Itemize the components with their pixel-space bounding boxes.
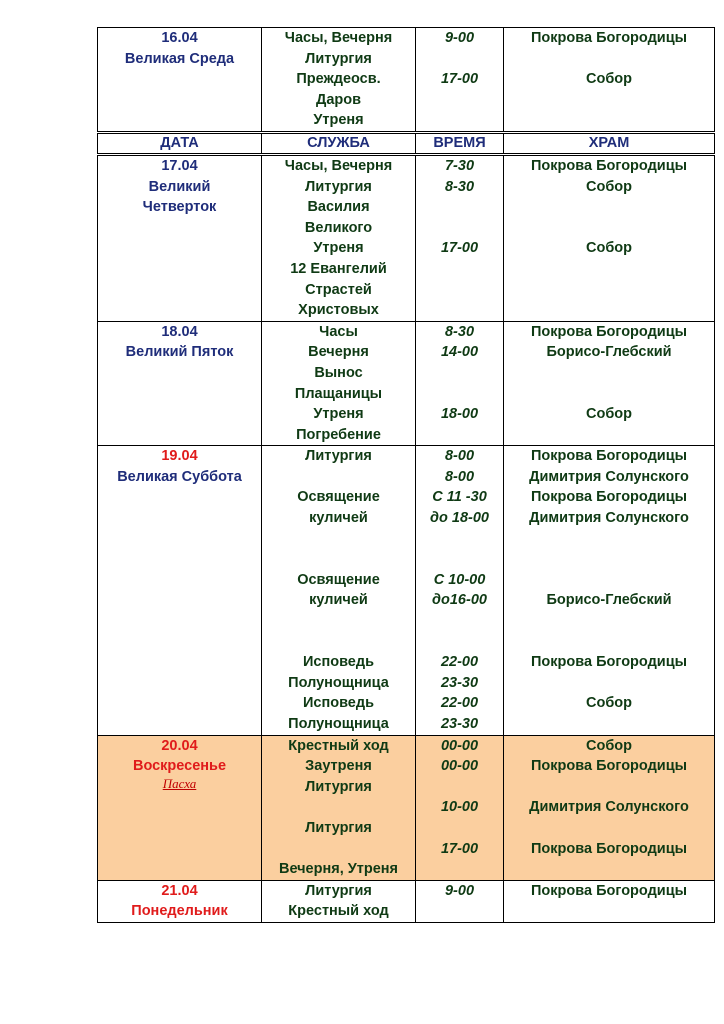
- header-table: [97, 133, 715, 154]
- service-line: Преждеосв.: [296, 71, 381, 88]
- time-line: 23-30: [440, 674, 479, 691]
- service-line: куличей: [309, 510, 368, 527]
- church-line: [504, 90, 714, 111]
- church-line: Покрова Богородицы: [531, 30, 687, 46]
- service-line: Освящение: [297, 489, 380, 506]
- time-line: [416, 218, 503, 239]
- time-line: 23-30: [440, 716, 479, 732]
- service-line: Заутреня: [305, 758, 372, 775]
- time-line: [416, 384, 503, 405]
- service-line: Литургия: [305, 882, 372, 899]
- service-line: [262, 549, 415, 570]
- church-line: [504, 611, 714, 632]
- church-line: [504, 280, 714, 301]
- church-line: Собор: [586, 178, 632, 195]
- day-name: Великий Пяток: [125, 344, 234, 361]
- table-row: [98, 28, 715, 132]
- header-date: ДАТА: [98, 133, 262, 153]
- time-line: [416, 259, 503, 280]
- service-line: Великого: [304, 219, 373, 236]
- header-service: СЛУЖБА: [262, 133, 416, 153]
- church-line: Собор: [586, 71, 632, 88]
- church-line: Димитрия Солунского: [529, 799, 689, 816]
- service-line: Литургия: [305, 178, 372, 195]
- church-line: Покрова Богородицы: [531, 489, 687, 506]
- time-line: [416, 901, 503, 922]
- church-line: [504, 300, 714, 321]
- table-row: [98, 155, 715, 321]
- schedule-table-top: [97, 27, 715, 132]
- church-line: [504, 901, 714, 922]
- time-line: [416, 300, 503, 321]
- church-line: Покрова Богородицы: [531, 882, 687, 899]
- service-line: [262, 529, 415, 550]
- day-name: Воскресенье: [132, 758, 227, 775]
- date: 20.04: [161, 737, 198, 754]
- header-time: ВРЕМЯ: [416, 133, 504, 153]
- church-line: [504, 714, 714, 735]
- church-line: [504, 549, 714, 570]
- time-line: [416, 529, 503, 550]
- time-line: [416, 90, 503, 111]
- church-line: Собор: [586, 406, 632, 423]
- time-line: 22-00: [440, 695, 479, 712]
- date-cell: [98, 735, 262, 880]
- church-line: Борисо-Глебский: [546, 592, 672, 609]
- time-line: 9-00: [444, 882, 475, 899]
- service-cell: [262, 28, 416, 132]
- church-line: Собор: [586, 695, 632, 712]
- church-cell: [504, 155, 715, 321]
- day-name: Великий: [148, 178, 211, 195]
- church-line: Борисо-Глебский: [546, 344, 672, 361]
- time-line: 22-00: [440, 654, 479, 671]
- date: 19.04: [161, 448, 198, 465]
- time-line: [416, 363, 503, 384]
- service-line: куличей: [309, 592, 368, 609]
- church-line: [504, 632, 714, 653]
- header-church: ХРАМ: [504, 133, 715, 153]
- service-line: Вынос: [314, 364, 363, 381]
- time-line: [416, 49, 503, 70]
- time-line: [416, 197, 503, 218]
- church-line: [504, 570, 714, 591]
- table-row-easter: [98, 735, 715, 880]
- church-line: Димитрия Солунского: [529, 510, 689, 527]
- service-line: Плащаницы: [294, 385, 383, 402]
- church-cell: [504, 735, 715, 880]
- church-line: [504, 818, 714, 839]
- service-line: Освящение: [297, 571, 380, 588]
- service-line: [262, 611, 415, 632]
- time-line: 8-30: [444, 323, 475, 340]
- schedule-sheet: [97, 27, 710, 923]
- service-line: [262, 839, 415, 860]
- date-cell: [98, 880, 262, 922]
- church-line: Покрова Богородицы: [531, 840, 687, 857]
- service-line: Полунощница: [288, 716, 389, 732]
- church-line: [504, 384, 714, 405]
- service-line: Даров: [315, 91, 362, 108]
- service-line: Литургия: [305, 819, 372, 836]
- date-cell: [98, 28, 262, 132]
- time-line: до 18-00: [430, 510, 489, 527]
- time-line: [416, 425, 503, 446]
- time-line: 8-00: [444, 448, 475, 465]
- service-line: Страстей: [305, 281, 372, 298]
- service-line: Крестный ход: [288, 903, 389, 920]
- church-line: [504, 363, 714, 384]
- service-line: Вечерня, Утреня: [278, 861, 399, 878]
- church-line: [504, 425, 714, 446]
- date-cell: [98, 321, 262, 446]
- church-line: Покрова Богородицы: [531, 323, 687, 340]
- church-line: [504, 110, 714, 131]
- service-line: Христовых: [298, 302, 379, 319]
- service-line: Литургия: [305, 50, 372, 67]
- service-line: Утреня: [313, 240, 364, 257]
- time-line: 8-00: [444, 468, 475, 485]
- time-line: [416, 632, 503, 653]
- table-row: [98, 880, 715, 922]
- church-cell: [504, 321, 715, 446]
- service-line: Василия: [307, 199, 370, 216]
- time-line: [416, 110, 503, 131]
- date: 17.04: [161, 157, 198, 174]
- service-line: 12 Евангелий: [290, 260, 387, 277]
- church-line: Покрова Богородицы: [531, 758, 687, 775]
- time-line: 10-00: [440, 799, 479, 816]
- time-line: 14-00: [440, 344, 479, 361]
- service-line: Полунощница: [288, 674, 389, 691]
- service-line: Литургия: [305, 448, 372, 465]
- time-line: 7-30: [444, 157, 475, 174]
- day-name: Великая Суббота: [117, 468, 242, 485]
- service-line: Погребение: [296, 426, 381, 443]
- service-line: Утреня: [313, 112, 364, 129]
- church-line: Покрова Богородицы: [531, 448, 687, 465]
- service-line: Утреня: [313, 406, 364, 423]
- time-line: [416, 818, 503, 839]
- time-line: [416, 611, 503, 632]
- time-line: С 10-00: [433, 571, 486, 588]
- table-row: [98, 446, 715, 735]
- date: 18.04: [161, 323, 198, 340]
- schedule-table: [97, 155, 715, 923]
- date: 21.04: [161, 882, 198, 899]
- service-line: [262, 797, 415, 818]
- easter-note: Пасха: [162, 775, 197, 791]
- day-name: Великая Среда: [124, 50, 235, 67]
- service-line: Литургия: [305, 778, 372, 795]
- time-line: 00-00: [440, 758, 479, 775]
- time-line: 17-00: [440, 240, 479, 257]
- service-line: Часы, Вечерня: [284, 30, 393, 46]
- day-name: Понедельник: [131, 903, 228, 920]
- date-cell: [98, 155, 262, 321]
- date: 16.04: [161, 30, 198, 46]
- header-row: [98, 133, 715, 153]
- church-line: [504, 673, 714, 694]
- service-line: Вечерня: [308, 344, 369, 361]
- church-line: [504, 259, 714, 280]
- service-cell: [262, 446, 416, 735]
- service-cell: [262, 321, 416, 446]
- church-cell: [504, 28, 715, 132]
- church-line: Димитрия Солунского: [529, 468, 689, 485]
- church-line: [504, 859, 714, 880]
- church-line: [504, 777, 714, 798]
- time-line: С 11 -30: [432, 489, 487, 506]
- time-line: [416, 777, 503, 798]
- service-cell: [262, 880, 416, 922]
- church-line: Покрова Богородицы: [531, 157, 687, 174]
- time-line: [416, 280, 503, 301]
- time-line: 17-00: [440, 71, 479, 88]
- church-line: [504, 197, 714, 218]
- service-line: [262, 467, 415, 488]
- date-cell: [98, 446, 262, 735]
- time-cell: [416, 735, 504, 880]
- church-cell: [504, 446, 715, 735]
- time-line: 18-00: [440, 406, 479, 423]
- time-cell: [416, 321, 504, 446]
- time-line: 9-00: [444, 30, 475, 46]
- time-line: 8-30: [444, 178, 475, 195]
- time-cell: [416, 446, 504, 735]
- time-cell: [416, 155, 504, 321]
- service-cell: [262, 155, 416, 321]
- time-line: [416, 859, 503, 880]
- time-line: 17-00: [440, 840, 479, 857]
- church-line: [504, 49, 714, 70]
- church-line: Покрова Богородицы: [531, 654, 687, 671]
- service-line: Часы, Вечерня: [284, 157, 393, 174]
- service-line: Крестный ход: [288, 737, 389, 754]
- time-line: до16-00: [432, 592, 487, 609]
- service-line: Часы: [319, 323, 358, 340]
- service-line: Исповедь: [302, 654, 374, 671]
- time-line: [416, 549, 503, 570]
- time-cell: [416, 28, 504, 132]
- church-cell: [504, 880, 715, 922]
- church-line: [504, 218, 714, 239]
- church-line: [504, 529, 714, 550]
- day-name: Четверток: [142, 199, 217, 216]
- time-cell: [416, 880, 504, 922]
- service-cell: [262, 735, 416, 880]
- service-line: Исповедь: [302, 695, 374, 712]
- church-line: Собор: [586, 737, 632, 754]
- church-line: Собор: [586, 240, 632, 257]
- table-row: [98, 321, 715, 446]
- time-line: 00-00: [440, 737, 479, 754]
- service-line: [262, 632, 415, 653]
